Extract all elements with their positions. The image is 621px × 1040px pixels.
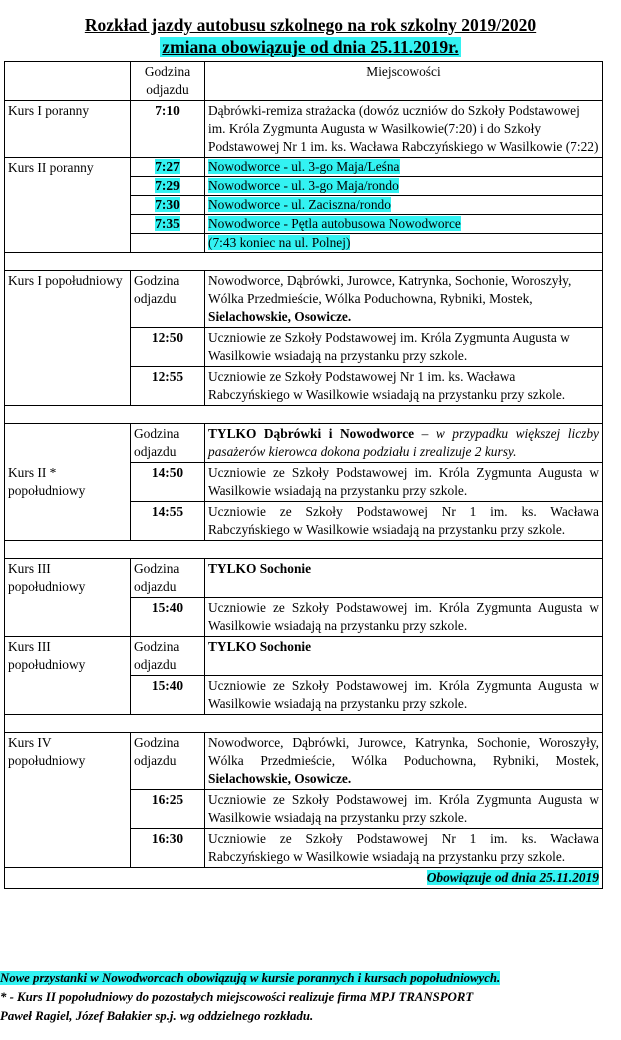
stop-name: Nowodworce - ul. 3-go Maja/Leśna: [208, 159, 400, 174]
departure-time: 7:29: [155, 178, 180, 193]
note-new-stops: Nowe przystanki w Nowodworcach obowiązują w kursie porannych i kursach popołudniowych.: [0, 971, 501, 985]
departure-time: 7:35: [155, 216, 180, 231]
schedule-table: [4, 61, 603, 889]
places-text: Nowodworce, Dąbrówki, Jurowce, Katrynka, Sochonie, Woroszyły, Wólka Przedmieście, Wólka Poduchowna, Rybniki, Mostek,: [208, 273, 572, 306]
spacer-row: [5, 253, 603, 271]
places-bold: Sielachowskie, Osowicze.: [208, 771, 352, 786]
departure-time: 7:10: [131, 101, 205, 158]
stop-name: Nowodworce - ul. 3-go Maja/rondo: [208, 178, 399, 193]
departure-time: 7:27: [155, 159, 180, 174]
time-header: Godzina odjazdu: [131, 424, 205, 463]
places-text: Nowodworce, Dąbrówki, Jurowce, Katrynka, Sochonie, Woroszyły, Wólka Przedmieście, Wólka Poduchowna, Rybniki, Mostek,: [208, 735, 599, 768]
spacer-row: [5, 406, 603, 424]
route-description: Uczniowie ze Szkoły Podstawowej im. Króla Zygmunta Augusta w Wasilkowie wsiadają na przystanku przy szkole.: [205, 676, 603, 715]
table-footer-row: [5, 868, 603, 889]
departure-time: 12:55: [131, 367, 205, 406]
departure-time: 16:25: [131, 790, 205, 829]
route-description: Uczniowie ze Szkoły Podstawowej im. Króla Zygmunta Augusta w Wasilkowie wsiadają na przystanku przy szkole.: [205, 328, 603, 367]
empty-cell: [131, 234, 205, 253]
header-time: Godzina odjazdu: [131, 62, 205, 101]
time-header: Godzina odjazdu: [131, 637, 205, 676]
route-description: Uczniowie ze Szkoły Podstawowej Nr 1 im. ks. Wacława Rabczyńskiego w Wasilkowie wsiadają na przystanku przy szkole.: [205, 502, 603, 541]
departure-time-cell: [131, 196, 205, 215]
stop-cell: [205, 196, 603, 215]
stop-name: Nowodworce - ul. Zaciszna/rondo: [208, 197, 391, 212]
stop-cell: [205, 177, 603, 196]
note-operator-company: Paweł Ragiel, Józef Bałakier sp.j. wg oddzielnego rozkładu.: [0, 1009, 314, 1023]
course-label: Kurs II poranny: [5, 158, 131, 253]
route-bold: TYLKO Sochonie: [205, 637, 603, 676]
table-row: [5, 101, 603, 158]
valid-from: Obowiązuje od dnia 25.11.2019: [426, 870, 599, 885]
course-label: Kurs III popołudniowy: [5, 637, 131, 715]
course-label: Kurs II * popołudniowy: [5, 424, 131, 541]
course-label: Kurs III popołudniowy: [5, 559, 131, 637]
time-header: Godzina odjazdu: [131, 271, 205, 328]
header-places: Miejscowości: [205, 62, 603, 101]
course-label: Kurs IV popołudniowy: [5, 733, 131, 868]
course-label: Kurs I popołudniowy: [5, 271, 131, 406]
course-label: Kurs I poranny: [5, 101, 131, 158]
route-note: [205, 424, 603, 463]
footer-notes: [0, 969, 621, 1026]
stop-cell: [205, 158, 603, 177]
route-bold: TYLKO Sochonie: [205, 559, 603, 598]
table-row: [5, 271, 603, 328]
table-header-row: [5, 62, 603, 101]
departure-time: 16:30: [131, 829, 205, 868]
departure-time: 15:40: [131, 598, 205, 637]
table-row: [5, 559, 603, 598]
header-empty-cell: [5, 62, 131, 101]
time-header: Godzina odjazdu: [131, 559, 205, 598]
table-row: [5, 733, 603, 790]
route-description: Uczniowie ze Szkoły Podstawowej Nr 1 im. ks. Wacława Rabczyńskiego w Wasilkowie wsiadają na przystanku przy szkole.: [205, 367, 603, 406]
validity-cell: [5, 868, 603, 889]
page-title: Rozkład jazdy autobusu szkolnego na rok szkolny 2019/2020: [84, 15, 537, 35]
table-row: [5, 637, 603, 676]
departure-time: 12:50: [131, 328, 205, 367]
route-description: Uczniowie ze Szkoły Podstawowej Nr 1 im. ks. Wacława Rabczyńskiego w Wasilkowie wsiadają na przystanku przy szkole.: [205, 829, 603, 868]
departure-time: 7:30: [155, 197, 180, 212]
places-list: [205, 271, 603, 328]
end-note: (7:43 koniec na ul. Polnej): [208, 235, 351, 250]
table-row: [5, 158, 603, 177]
departure-time-cell: [131, 215, 205, 234]
places-list: [205, 733, 603, 790]
page-subtitle: zmiana obowiązuje od dnia 25.11.2019r.: [162, 37, 459, 57]
departure-time: 14:55: [131, 502, 205, 541]
time-header: Godzina odjazdu: [131, 733, 205, 790]
departure-time: 14:50: [131, 463, 205, 502]
route-description: Dąbrówki-remiza strażacka (dowóz uczniów do Szkoły Podstawowej im. Króla Zygmunta Augusta w Wasilkowie(7:20) i do Szkoły Podstawowej Nr 1 im. ks. Wacława Rabczyńskiego w Wasilkowie (7:22): [205, 101, 603, 158]
route-description: Uczniowie ze Szkoły Podstawowej im. Króla Zygmunta Augusta w Wasilkowie wsiadają na przystanku przy szkole.: [205, 598, 603, 637]
route-description: Uczniowie ze Szkoły Podstawowej im. Króla Zygmunta Augusta w Wasilkowie wsiadają na przystanku przy szkole.: [205, 790, 603, 829]
departure-time-cell: [131, 177, 205, 196]
stop-name: Nowodworce - Pętla autobusowa Nowodworce: [208, 216, 461, 231]
departure-time: 15:40: [131, 676, 205, 715]
stop-cell: [205, 234, 603, 253]
route-italic: – w przypadku większej liczby pasażerów kierowca dokona podziału i zrealizuje 2 kursy.: [208, 426, 599, 459]
spacer-row: [5, 541, 603, 559]
spacer-row: [5, 715, 603, 733]
route-bold: TYLKO Dąbrówki i Nowodworce: [208, 426, 415, 441]
departure-time-cell: [131, 158, 205, 177]
places-bold: Sielachowskie, Osowicze.: [208, 309, 352, 324]
stop-cell: [205, 215, 603, 234]
route-description: Uczniowie ze Szkoły Podstawowej im. Króla Zygmunta Augusta w Wasilkowie wsiadają na przystanku przy szkole.: [205, 463, 603, 502]
note-operator: * - Kurs II popołudniowy do pozostałych miejscowości realizuje firma MPJ TRANSPORT: [0, 990, 474, 1004]
table-row: [5, 424, 603, 463]
